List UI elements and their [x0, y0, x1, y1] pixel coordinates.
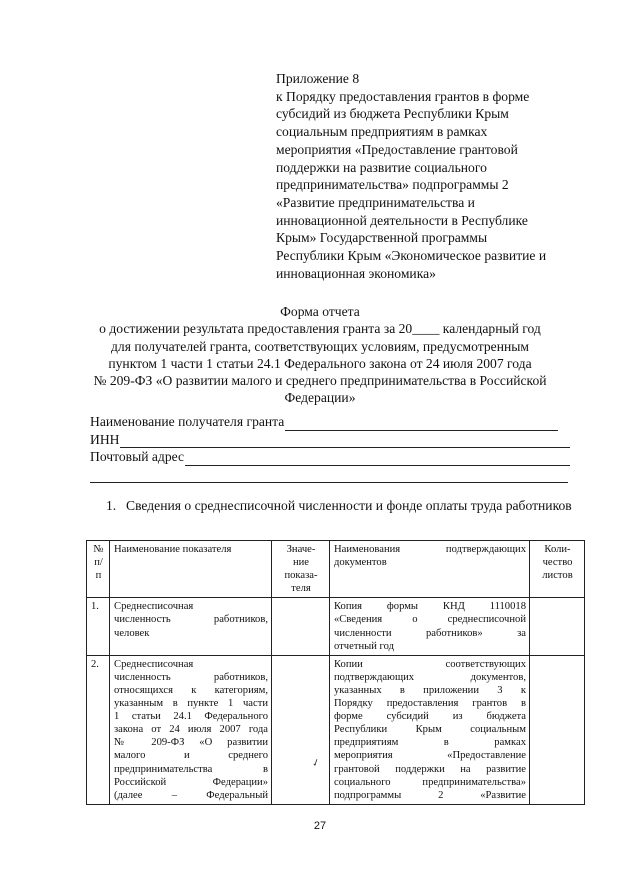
section-1-heading [106, 497, 574, 515]
recipient-fields [90, 413, 570, 483]
header-documents-line: документов [334, 557, 387, 569]
appendix-line: к Порядку предоставления грантов в форме [276, 88, 530, 104]
row-2-documents-line: Республики Крым социальным [334, 724, 526, 736]
section-number: 1. [106, 498, 117, 513]
section-title: Сведения о среднесписочной численности и фонде оплаты труда работников [126, 498, 572, 513]
header-num-line: № [93, 544, 104, 555]
row-2-count[interactable] [530, 655, 585, 804]
postal-address-line[interactable] [185, 452, 570, 466]
recipient-name-label: Наименование получателя гранта [90, 414, 285, 429]
row-2-indicator-line: указанным в пункте 1 части [114, 698, 268, 710]
form-title-heading: Форма отчета [280, 304, 360, 319]
appendix-line: Крым» Государственной программы [276, 230, 488, 246]
header-num [87, 541, 110, 598]
header-value [272, 541, 330, 598]
row-2-indicator [110, 655, 272, 804]
row-2-documents-line: Порядку предоставления грантов в [334, 698, 526, 710]
header-count [530, 541, 585, 598]
row-1-indicator [110, 598, 272, 655]
header-documents [330, 541, 530, 598]
header-value-line: теля [291, 583, 311, 595]
recipient-name-line[interactable] [285, 417, 558, 431]
row-2-indicator-line: (далее – Федеральный [114, 789, 268, 801]
header-value-line: показа- [284, 570, 318, 582]
row-2-documents-line: мероприятия «Предоставление [334, 750, 526, 762]
row-1-documents-line: численности работников» за [334, 627, 526, 639]
table-row [87, 655, 585, 804]
header-indicator: Наименование показателя [110, 541, 272, 598]
form-title-line: № 209-ФЗ «О развитии малого и среднего предпринимательства в Российской [93, 373, 547, 389]
table-row [87, 598, 585, 655]
row-1-documents-line: «Сведения о среднесписочной [334, 614, 526, 626]
appendix-line: Приложение 8 [276, 71, 360, 86]
row-1-count[interactable] [530, 598, 585, 655]
appendix-line: предпринимательства» подпрограммы 2 [276, 177, 509, 193]
row-1-value[interactable] [272, 598, 330, 655]
form-title-line: для получателей гранта, соответствующих условиям, предусмотренным [111, 338, 529, 354]
inn-label: ИНН [90, 431, 120, 447]
pen-mark-icon: ✓ [310, 756, 323, 771]
row-1-documents-line: Копия формы КНД 1110018 [334, 601, 526, 613]
form-title-line: о достижении результата предоставления гранта за 20____ календарный год [99, 321, 541, 337]
row-2-documents [330, 655, 530, 804]
row-2-documents-line: форме субсидий из бюджета [334, 711, 526, 723]
appendix-line: поддержки на развитие социального [276, 159, 487, 175]
row-2-documents-line: подтверждающих документов, [334, 671, 526, 683]
row-2-documents-line: предприятиям в рамках [334, 737, 526, 749]
row-1-documents-line: отчетный год [334, 640, 395, 652]
form-title-line: пунктом 1 части 1 статьи 24.1 Федерального закона от 24 июля 2007 года [108, 355, 532, 371]
page-number: 27 [313, 820, 327, 832]
row-2-indicator-line: Российской Федерации» [114, 776, 268, 788]
row-2-indicator-line: № 209-ФЗ «О развитии [114, 737, 268, 749]
form-title-block [60, 303, 580, 407]
row-2-indicator-line: 1 статьи 24.1 Федерального [114, 711, 268, 723]
header-value-line: Значе- [286, 544, 316, 555]
header-count-line: листов [542, 570, 573, 582]
row-2-indicator-line: малого и среднего [114, 750, 268, 762]
row-1-indicator-line: численность работников, [114, 614, 268, 626]
appendix-line: Республики Крым «Экономическое развитие и [276, 248, 547, 264]
appendix-line: инновационная экономика» [276, 265, 436, 281]
row-2-documents-line: Копии соответствующих [334, 658, 526, 670]
header-num-line: п/ [94, 557, 103, 569]
row-2-documents-line: грантовой поддержки на развитие [334, 763, 526, 775]
header-value-line: ние [292, 557, 310, 569]
recipient-name-row [90, 413, 570, 431]
row-2-indicator-line: численность работников, [114, 671, 268, 683]
row-2-indicator-line: предпринимательства в [114, 763, 268, 775]
employees-table [86, 540, 585, 805]
row-2-documents-line: указанных в приложении 3 к [334, 684, 526, 696]
form-title-line: Федерации» [284, 390, 356, 406]
header-documents-line: Наименования подтверждающих [334, 544, 526, 555]
appendix-header [276, 70, 576, 282]
row-2-value[interactable] [272, 655, 330, 804]
row-1-num: 1. [87, 598, 110, 655]
postal-address-label: Почтовый адрес [90, 449, 185, 464]
row-2-indicator-line: закона от 24 июля 2007 года [114, 724, 268, 736]
row-2-documents-line: подпрограммы 2 «Развитие [334, 789, 526, 801]
inn-row [90, 431, 570, 449]
appendix-line: социальным предприятиям в рамках [276, 124, 488, 140]
inn-line[interactable] [120, 434, 570, 448]
row-1-documents [330, 598, 530, 655]
header-num-line: п [95, 570, 102, 582]
header-count-line: Коли- [544, 544, 571, 555]
appendix-line: мероприятия «Предоставление грантовой [276, 141, 518, 157]
row-2-documents-line: социального предпринимательства» [334, 776, 526, 788]
row-2-indicator-line: относящихся к категориям, [114, 684, 268, 696]
table-header-row [87, 541, 585, 598]
postal-address-row [90, 448, 570, 466]
row-1-indicator-line: Среднесписочная [114, 601, 194, 613]
row-1-indicator-line: человек [114, 627, 150, 639]
row-2-num: 2. [87, 655, 110, 804]
appendix-line: субсидий из бюджета Республики Крым [276, 106, 509, 122]
row-2-indicator-line: Среднесписочная [114, 658, 194, 670]
appendix-line: «Развитие предпринимательства и [276, 194, 475, 210]
postal-address-continuation-line[interactable] [90, 466, 568, 483]
header-count-line: чество [542, 557, 573, 569]
appendix-line: инновационной деятельности в Республике [276, 212, 528, 228]
